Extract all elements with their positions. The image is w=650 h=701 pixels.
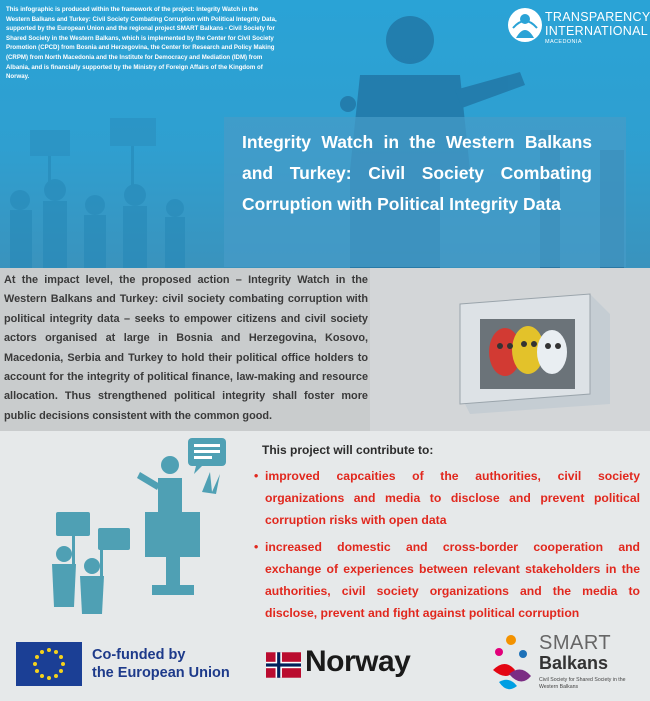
contribution-heading: This project will contribute to: <box>262 443 434 457</box>
balkans-label: Balkans <box>539 653 609 673</box>
smart-balkans-emblem-icon <box>485 630 537 696</box>
smart-label: SMART <box>539 632 612 654</box>
ti-name-line1: TRANSPARENCY <box>545 10 650 24</box>
impact-paragraph: At the impact level, the proposed action – Integrity Watch in the Western Balkans and Turkey: civil society combating corruption with political integrity data – seeks to empower citizens and civil society actors organised at large in Bosnia and Herzegovina, Kosovo, Macedonia, Serbia and Turkey to hold their political office holders to account for the integrity of political finance, law-making and resource allocation. Thus strengthened political integrity shall foster more public decisions consistent with the common good. <box>4 274 368 422</box>
ti-name-line3: MACEDONIA <box>545 39 582 45</box>
impact-section <box>0 268 650 431</box>
eu-line2: the European Union <box>92 665 230 681</box>
ti-name-line2: INTERNATIONAL <box>545 24 648 38</box>
bullet-dot-icon: • <box>254 540 259 554</box>
contribution-bullet <box>254 536 640 624</box>
title-panel <box>224 117 626 267</box>
bullet-dot-icon: • <box>254 469 259 483</box>
eu-cofunded-label <box>92 646 230 682</box>
contribution-bullet-text: improved capcaities of the authorities, civil society organizations and media to disclose and prevent political corruption risks with open data <box>265 469 640 527</box>
ballot-box-masks-illustration <box>440 284 640 424</box>
page-title: Integrity Watch in the Western Balkans and Turkey: Civil Society Combating Corruption with Political Integrity Data <box>242 132 592 214</box>
smart-tagline: Civil Society for Shared Society in the Western Balkans <box>539 677 626 690</box>
norway-label: Norway <box>305 645 411 678</box>
ti-emblem-icon <box>508 8 542 42</box>
contribution-bullet-text: increased domestic and cross-border cooperation and exchange of experiences between relevant stakeholders in the authorities, civil society organizations and the media to disclose, prevent and fight against political corruption <box>265 540 640 620</box>
smart-balkans-logo <box>485 630 645 700</box>
speaker-protest-icon <box>40 432 240 622</box>
eu-line1: Co-funded by <box>92 647 186 663</box>
project-disclaimer: This infographic is produced within the framework of the project: Integrity Watch in the Western Balkans and Turkey: Civil Society Combating Corruption with Political Integrity Data, supported by the European Union and the regional project SMART Balkans - Civil Society for Shared Society in the Western Balkans, which is implemented by the Center for Civil Society Promotion (CPCD) from Bosnia and Herzegovina, the Center for Research and Policy Making (CRPM) from North Macedonia and the Institute for Democracy and Mediation (IDM) from Albania, and is financially supported by the Ministry of Foreign Affairs of the Kingdom of Norway. <box>6 6 277 81</box>
contribution-bullet <box>254 465 640 531</box>
norway-flag-icon <box>266 652 301 678</box>
eu-flag-icon <box>16 642 82 686</box>
transparency-international-logo <box>508 8 648 48</box>
hero-banner <box>0 0 650 268</box>
